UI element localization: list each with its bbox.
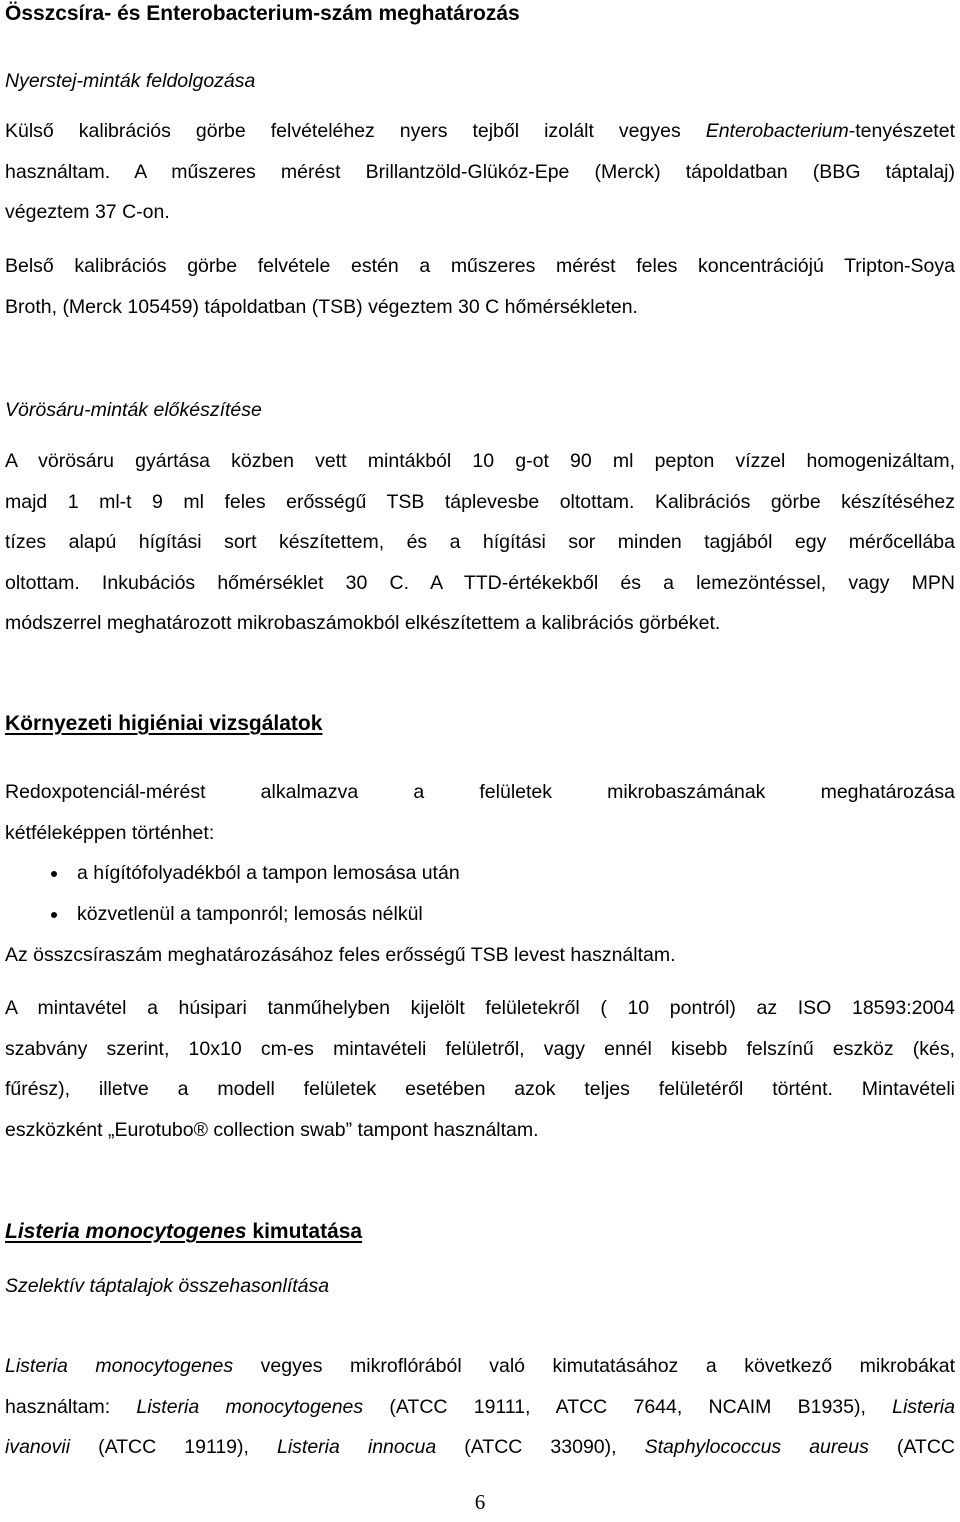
bullet-text: a hígítófolyadékból a tampon lemosása után <box>77 862 460 884</box>
text-run-italic: Enterobacterium <box>705 120 849 142</box>
paragraph-line: módszerrel meghatározott mikrobaszámokból elkészítettem a kalibrációs görbéket. <box>5 612 721 634</box>
text-run-italic: Listeria monocytogenes <box>5 1355 234 1377</box>
paragraph-line: végeztem 37 C-on. <box>5 201 170 223</box>
paragraph-line: A mintavétel a húsipari tanműhelyben kijelölt felületekről ( 10 pontról) az ISO 18593:2004 <box>5 997 955 1019</box>
subsection-title-media <box>5 1266 955 1307</box>
paragraph-external-calibration <box>5 111 955 233</box>
text-run-italic: Listeria innocua <box>276 1436 437 1458</box>
paragraph-line <box>5 1346 955 1387</box>
bullet-icon <box>51 871 57 877</box>
text-run: (ATCC 19119), <box>70 1436 277 1458</box>
section-heading-italic: Listeria monocytogenes <box>5 1220 247 1243</box>
paragraph-line: Broth, (Merck 105459) tápoldatban (TSB) végeztem 30 C hőmérsékleten. <box>5 295 638 318</box>
paragraph-line: oltottam. Inkubációs hőmérséklet 30 C. A TTD-értékekből és a lemezöntéssel, vagy MPN <box>5 571 955 594</box>
text-run: (ATCC 19111, ATCC 7644, NCAIM B1935), <box>363 1395 893 1418</box>
paragraph-meat-preparation <box>5 441 955 644</box>
subsection-title-text: Nyerstej-minták feldolgozása <box>5 70 256 92</box>
section-heading-hygiene <box>5 704 955 745</box>
paragraph-line <box>5 1427 955 1468</box>
subsection-title-meat <box>5 390 955 431</box>
section-heading-text: kimutatása <box>246 1220 363 1243</box>
text-run-italic: Listeria <box>892 1395 955 1418</box>
paragraph-line: tízes alapú hígítási sort készítettem, és a hígítási sor minden tagjából egy mérőcellába <box>5 531 955 553</box>
bullet-item <box>5 894 955 934</box>
text-run: -tenyészetet <box>848 120 955 142</box>
paragraph-internal-calibration <box>5 246 955 327</box>
paragraph-line: kétféleképpen történhet: <box>5 821 215 844</box>
section-heading-listeria <box>5 1212 955 1253</box>
paragraph-line: Belső kalibrációs görbe felvétele estén a műszeres mérést feles koncentrációjú Tripton-Soya <box>5 255 955 277</box>
paragraph-line: Az összcsíraszám meghatározásához feles erősségű TSB levest használtam. <box>5 944 676 966</box>
paragraph-line: szabvány szerint, 10x10 cm-es mintavételi felületről, vagy ennél kisebb felszínű eszköz (kés, <box>5 1037 955 1060</box>
text-run: vegyes mikroflórából való kimutatásához a következő mikrobákat <box>233 1355 956 1377</box>
paragraph-listeria-strains <box>5 1346 955 1468</box>
subsection-title-text: Vörösáru-minták előkészítése <box>5 399 262 421</box>
paragraph-line: majd 1 ml-t 9 ml feles erősségű TSB táplevesbe oltottam. Kalibrációs görbe készítéséhez <box>5 490 955 513</box>
text-run: (ATCC 33090), <box>436 1436 645 1458</box>
page-number: 6 <box>474 1490 486 1514</box>
text-run: használtam: <box>5 1395 137 1418</box>
paragraph-sampling <box>5 988 955 1150</box>
text-run-italic: Listeria monocytogenes <box>136 1395 364 1418</box>
paragraph-line: A vörösáru gyártása közben vett mintákból 10 g-ot 90 ml pepton vízzel homogenizáltam, <box>5 450 955 472</box>
paragraph-line: eszközként „Eurotubo® collection swab” tampont használtam. <box>5 1118 539 1141</box>
bullet-text: közvetlenül a tamponról; lemosás nélkül <box>77 903 423 925</box>
paragraph-hygiene-intro <box>5 772 955 853</box>
paragraph-line: Redoxpotenciál-mérést alkalmazva a felületek mikrobaszámának meghatározása <box>5 781 955 803</box>
section-heading-text: Környezeti higiéniai vizsgálatok <box>5 712 323 735</box>
paragraph-line <box>5 1387 955 1428</box>
paragraph-line: használtam. A műszeres mérést Brillantzöld-Glükóz-Epe (Merck) tápoldatban (BBG táptalaj) <box>5 160 955 183</box>
section-title <box>5 0 955 35</box>
bullet-item <box>5 853 955 893</box>
subsection-title-text: Szelektív táptalajok összehasonlítása <box>5 1275 330 1297</box>
paragraph-line: fűrész), illetve a modell felületek esetében azok teljes felületéről történt. Mintavételi <box>5 1078 955 1100</box>
text-run: (ATCC <box>868 1436 956 1458</box>
bullet-icon <box>51 912 57 918</box>
paragraph-line <box>5 111 955 152</box>
subsection-title-raw-milk <box>5 61 955 102</box>
text-run: Külső kalibrációs görbe felvételéhez nyers tejből izolált vegyes <box>5 120 706 142</box>
paragraph-tsb <box>5 935 955 976</box>
text-run-italic: Staphylococcus aureus <box>644 1436 869 1458</box>
text-run-italic: ivanovii <box>5 1436 71 1458</box>
section-title-text: Összcsíra- és Enterobacterium-szám meghatározás <box>5 2 520 25</box>
